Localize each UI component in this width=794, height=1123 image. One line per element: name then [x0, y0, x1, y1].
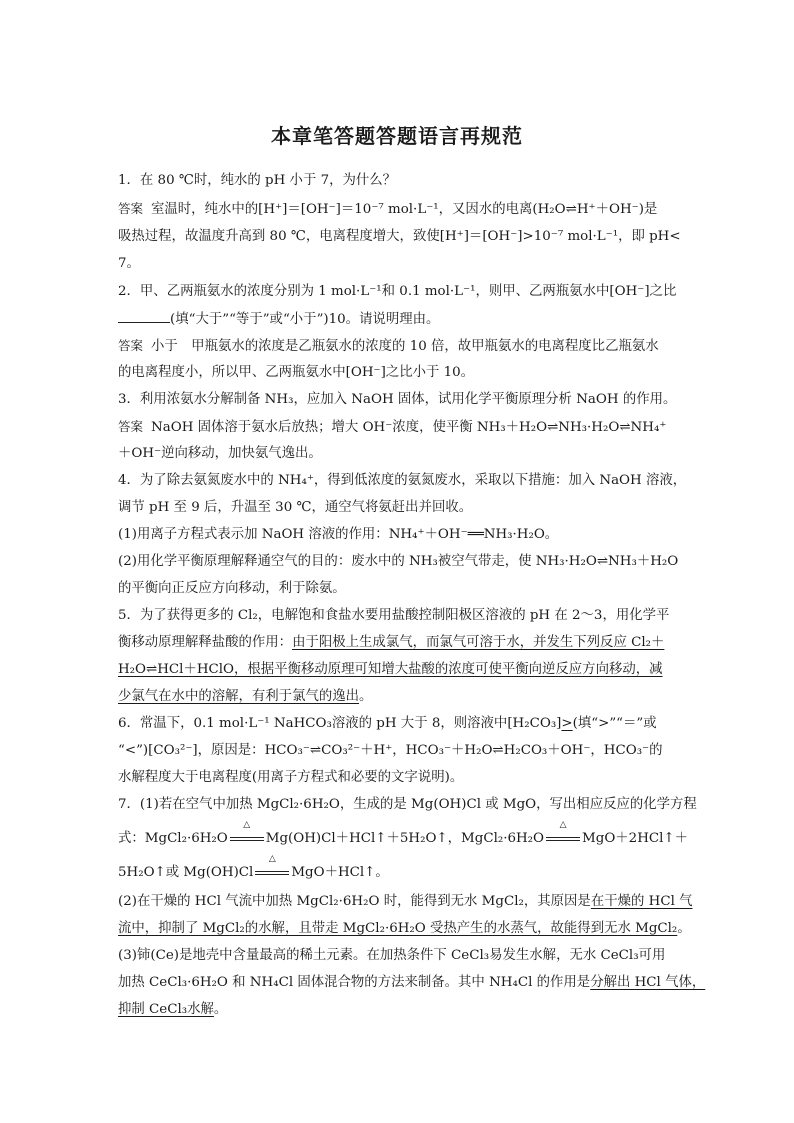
question-6-line-2: “<”)[CO₃²⁻]，原因是：HCO₃⁻⇌CO₃²⁻＋H⁺，HCO₃⁻＋H₂O⇌H₂CO₃＋OH⁻，HCO₃⁻的: [118, 743, 663, 758]
question-4-line-1: 4．为了除去氨氮废水中的 NH₄⁺，得到低浓度的氨氮废水，采取以下措施：加入 NaOH 溶液，: [118, 473, 687, 488]
question-6-line-1: 6．常温下，0.1 mol·L⁻¹ NaHCO₃溶液的 pH 大于 8，则溶液中[H₂CO₃]>(填“>”“＝”或: [118, 716, 657, 731]
answer-1-line-1: 答案 室温时，纯水中的[H⁺]＝[OH⁻]＝10⁻⁷ mol·L⁻¹，又因水的电离(H₂O⇌H⁺＋OH⁻)是: [118, 201, 658, 217]
question-7-equation-line-1: 式：MgCl₂·6H₂O △ Mg(OH)Cl＋HCl↑＋5H₂O↑，MgCl₂·6H₂O △ MgO＋2HCl↑＋: [118, 820, 689, 846]
question-5-line-4: 少氯气在水中的溶解，有利于氯气的逸出。: [118, 689, 373, 704]
answer-blank: [118, 310, 170, 323]
question-7-part-2-line-1: (2)在干燥的 HCl 气流中加热 MgCl₂·6H₂O 时，能得到无水 MgCl₂，其原因是在干燥的 HCl 气: [118, 894, 693, 909]
question-7-part-3-line-1: (3)铈(Ce)是地壳中含量最高的稀土元素。在加热条件下 CeCl₃易发生水解，无水 CeCl₃可用: [118, 948, 666, 963]
answer-6-blank: >: [561, 716, 573, 731]
question-7-part-3-line-3: 抑制 CeCl₃水解。: [118, 1002, 228, 1017]
question-4-part-1: (1)用离子方程式表示加 NaOH 溶液的作用：NH₄⁺＋OH⁻══NH₃·H₂O。: [118, 527, 559, 542]
answer-3-line-1: 答案 NaOH 固体溶于氨水后放热；增大 OH⁻浓度，使平衡 NH₃＋H₂O⇌NH₃·H₂O⇌NH₄⁺: [118, 419, 667, 435]
answer-5-underlined: H₂O⇌HCl＋HClO，根据平衡移动原理可知增大盐酸的浓度可使平衡向逆反应方向移动，减: [118, 662, 663, 677]
answer-label: 答案: [118, 201, 144, 216]
question-6-line-3: 水解程度大于电离程度(用离子方程式和必要的文字说明)。: [118, 770, 464, 785]
answer-label: 答案: [118, 338, 144, 353]
heating-equals-symbol: △: [253, 864, 291, 878]
question-7-line-1: 7．(1)若在空气中加热 MgCl₂·6H₂O，生成的是 Mg(OH)Cl 或 MgO，写出相应反应的化学方程: [118, 797, 697, 812]
question-5-line-3: [118, 661, 678, 679]
question-4-part-2-line-1: (2)用化学平衡原理解释通空气的目的：废水中的 NH₃被空气带走，使 NH₃·H₂O⇌NH₃＋H₂O: [118, 554, 679, 569]
answer-label: 答案: [118, 419, 144, 434]
question-3: 3．利用浓氨水分解制备 NH₃，应加入 NaOH 固体，试用化学平衡原理分析 NaOH 的作用。: [118, 392, 677, 407]
answer-5-underlined: 由于阳极上生成氯气，而氯气可溶于水，并发生下列反应 Cl₂＋: [292, 635, 665, 650]
answer-1-line-2: 吸热过程，故温度升高到 80 ℃，电离程度增大，致使[H⁺]＝[OH⁻]>10⁻⁷ mol·L⁻¹，即 pH<: [118, 229, 681, 244]
answer-5-underlined: 少氯气在水中的溶解，有利于氯气的逸出: [118, 689, 360, 704]
answer-7-2-underlined: 流中，抑制了 MgCl₂的水解，且带走 MgCl₂·6H₂O 受热产生的水蒸气，故能得到无水 MgCl₂: [118, 921, 678, 936]
question-4-line-2: 调节 pH 至 9 后，升温至 30 ℃，通空气将氨赶出并回收。: [118, 500, 473, 515]
heating-equals-symbol: △: [228, 830, 266, 844]
question-1: 1．在 80 ℃时，纯水的 pH 小于 7，为什么？: [118, 173, 397, 188]
answer-2-line-2: 的电离程度小，所以甲、乙两瓶氨水中[OH⁻]之比小于 10。: [118, 365, 475, 380]
heating-equals-symbol: △: [544, 830, 582, 844]
question-4-part-2-line-2: 的平衡向正反应方向移动，利于除氨。: [118, 581, 346, 596]
answer-3-line-2: ＋OH⁻逆向移动，加快氨气逸出。: [118, 446, 322, 461]
question-2-line-1: 2．甲、乙两瓶氨水的浓度分别为 1 mol·L⁻¹和 0.1 mol·L⁻¹，则甲、乙两瓶氨水中[OH⁻]之比: [118, 284, 677, 299]
answer-1-line-3: 7。: [118, 256, 140, 271]
question-2-line-2: (填“大于”“等于”或“小于”)10。请说明理由。: [118, 310, 678, 329]
page-title: 本章笔答题答题语言再规范: [271, 124, 523, 148]
answer-2-line-1: 答案 小于 甲瓶氨水的浓度是乙瓶氨水的浓度的 10 倍，故甲瓶氨水的电离程度比乙瓶氨水: [118, 338, 659, 354]
question-5-line-1: 5．为了获得更多的 Cl₂，电解饱和食盐水要用盐酸控制阳极区溶液的 pH 在 2～3，用化学平: [118, 608, 670, 623]
answer-7-3-underlined: 分解出 HCl 气体，: [590, 975, 706, 990]
question-5-line-2: 衡移动原理解释盐酸的作用：由于阳极上生成氯气，而氯气可溶于水，并发生下列反应 Cl₂＋: [118, 635, 665, 650]
question-7-part-3-line-2: 加热 CeCl₃·6H₂O 和 NH₄Cl 固体混合物的方法来制备。其中 NH₄Cl 的作用是分解出 HCl 气体，: [118, 975, 706, 990]
answer-7-2-underlined: 在干燥的 HCl 气: [590, 894, 693, 909]
answer-7-3-underlined: 抑制 CeCl₃水解: [118, 1002, 214, 1017]
question-7-equation-line-2: 5H₂O↑或 Mg(OH)Cl △ MgO＋HCl↑。: [118, 854, 389, 880]
question-7-part-2-line-2: 流中，抑制了 MgCl₂的水解，且带走 MgCl₂·6H₂O 受热产生的水蒸气，故能得到无水 MgCl₂。: [118, 921, 691, 936]
